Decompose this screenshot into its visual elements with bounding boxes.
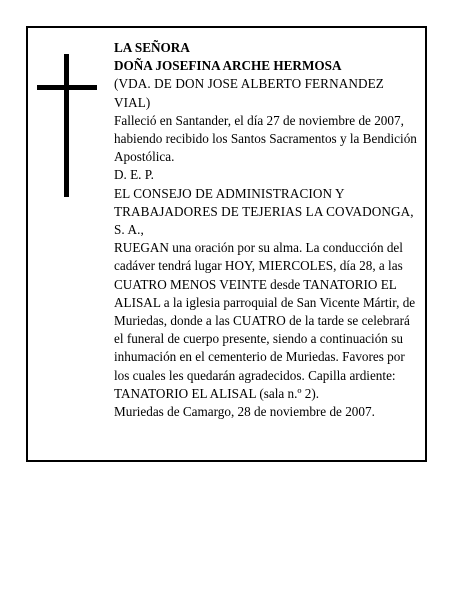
funeral-request: RUEGAN una oración por su alma. La conducción del cadáver tendrá lugar HOY, MIERCOLES, día 28, a las CUATRO MENOS VEINTE desde TANATORIO EL ALISAL a la iglesia parroquial de San Vicente Mártir, de Muriedas, donde a las CUATRO de la tarde se celebrará el funeral de cuerpo presente, siendo a continuación su inhumación en el cementerio de Muriedas. Favores por los cuales les quedarán agradecidos. Capilla ardiente: TANATORIO EL ALISAL (sala n.º 2). <box>114 240 416 401</box>
company-name: EL CONSEJO DE ADMINISTRACION Y TRABAJADORES DE TEJERIAS LA COVADONGA, S. A., <box>114 185 414 238</box>
cross-icon <box>37 54 97 197</box>
cross-vertical-bar <box>64 54 69 197</box>
deceased-name: DOÑA JOSEFINA ARCHE HERMOSA <box>114 58 342 74</box>
dep-line: D. E. P. <box>114 167 154 183</box>
death-information: Falleció en Santander, el día 27 de noviembre de 2007, habiendo recibido los Santos Sacramentos y la Bendición Apostólica. <box>114 112 417 165</box>
notice-title-line-1: LA SEÑORA <box>114 40 190 55</box>
cross-horizontal-bar <box>37 85 97 90</box>
widow-of-line: (VDA. DE DON JOSE ALBERTO FERNANDEZ VIAL) <box>114 76 384 110</box>
place-and-date: Muriedas de Camargo, 28 de noviembre de 2007. <box>114 404 375 420</box>
notice-body <box>114 39 419 421</box>
